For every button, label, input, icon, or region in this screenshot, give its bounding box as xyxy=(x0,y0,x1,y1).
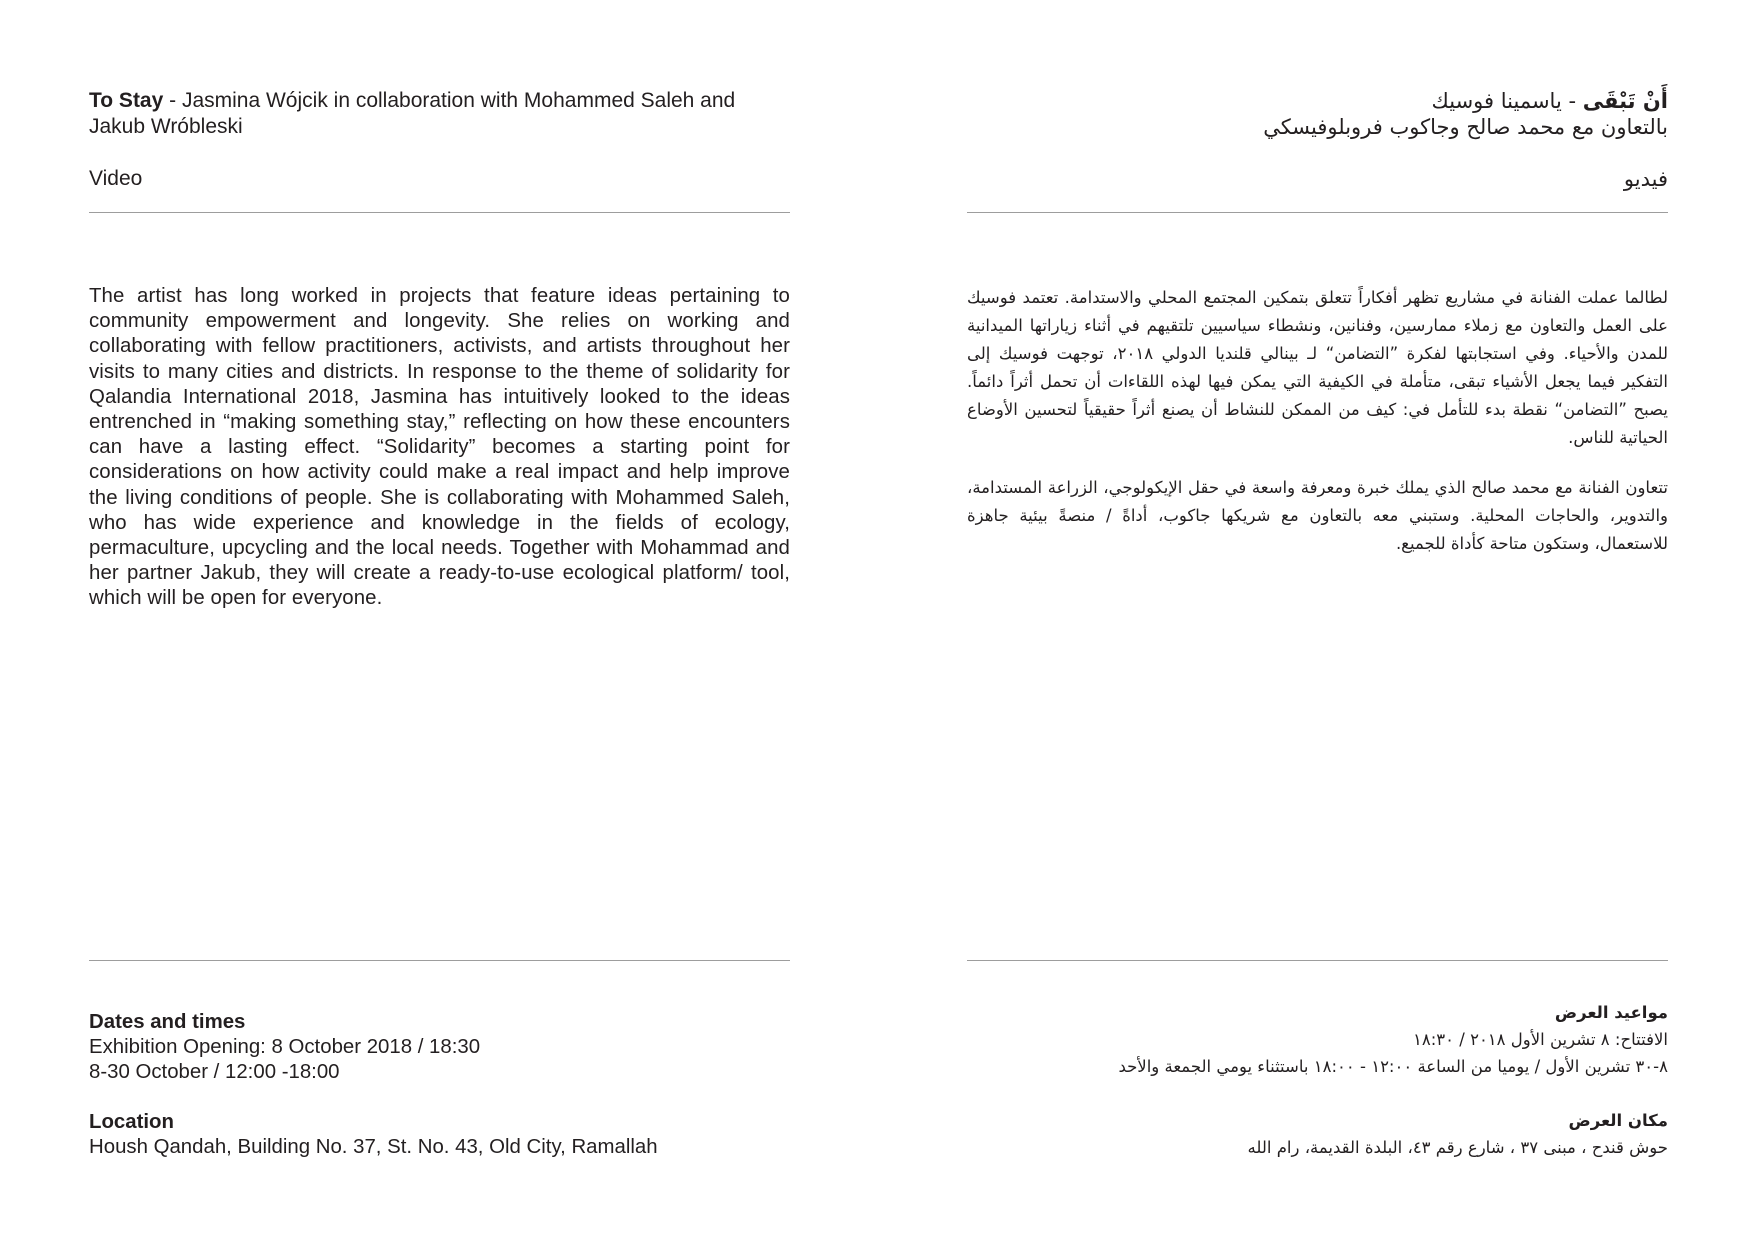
arabic-dates-heading: مواعيد العرض xyxy=(1554,1003,1668,1022)
arabic-paragraph-1: لطالما عملت الفنانة في مشاريع تظهر أفكاراً تتعلق بتمكين المجتمع المحلي والاستدامة. تعتمد فوسيك على العمل والتعاون مع زملاء ممارسين، وفنانين، ونشطاء سياسيين تلتقيهم في أثناء زياراتها الميدانية للمدن والأحياء. وفي استجابتها لفكرة ”التضامن“ لـ بينالي قلنديا الدولي ٢٠١٨، توجهت فوسيك إلى التفكير فيما يجعل الأشياء تبقى، متأملة في الكيفية التي يمكن فيها لهذه اللقاءات أن تحمل أثراً دائماً. يصبح ”التضامن“ نقطة بدء للتأمل في: كيف من الممكن للنشاط أن يصنع أثراً حقيقياً لتحسين الأوضاع الحياتية للناس. xyxy=(967,288,1668,447)
location-text: Housh Qandah, Building No. 37, St. No. 43, Old City, Ramallah xyxy=(89,1136,658,1158)
english-title xyxy=(89,88,790,140)
arabic-top-divider xyxy=(967,212,1668,213)
arabic-bottom-divider xyxy=(967,960,1668,961)
english-bottom-divider xyxy=(89,960,790,961)
arabic-title-rest: - ياسمينا فوسيك xyxy=(1431,89,1583,113)
arabic-dates-block xyxy=(967,1000,1668,1080)
dates-heading: Dates and times xyxy=(89,1011,246,1033)
english-description: The artist has long worked in projects that feature ideas pertaining to community empowerment and longevity. She relies on working and collaborating with fellow practitioners, activists, and artists throughout her visits to many cities and districts. In response to the theme of solidarity for Qalandia International 2018, Jasmina has intuitively looked to the ideas entrenched in “making something stay,” reflecting on how these encounters can have a lasting effect. “Solidarity” becomes a starting point for considerations on how activity could make a real impact and help improve the living conditions of people. She is collaborating with Mohammed Saleh, who has wide experience and knowledge in the fields of ecology, permaculture, upcycling and the local needs. Together with Mohammad and her partner Jakub, they will create a ready-to-use ecological platform/ tool, which will be open for everyone. xyxy=(89,285,790,610)
arabic-medium: فيديو xyxy=(1623,167,1668,191)
arabic-location-heading: مكان العرض xyxy=(1568,1111,1668,1130)
arabic-title-bold: أَنْ تَبْقَى xyxy=(1582,89,1668,113)
location-heading: Location xyxy=(89,1111,174,1133)
arabic-paragraph-2: تتعاون الفنانة مع محمد صالح الذي يملك خبرة ومعرفة واسعة في حقل الإيكولوجي، الزراعة المستدامة، والتدوير، والحاجات المحلية. وستبني معه بالتعاون مع شريكها جاكوب، أداةً / منصةً بيئية جاهزة للاستعمال، وستكون متاحة كأداة للجميع. xyxy=(967,478,1668,553)
arabic-title xyxy=(967,88,1668,140)
title-bold: To Stay xyxy=(89,89,164,112)
arabic-location-text: حوش قندح ، مبنى ٣٧ ، شارع رقم ٤٣، البلدة القديمة، رام الله xyxy=(1247,1138,1668,1157)
arabic-dates-line-1: الافتتاح: ٨ تشرين الأول ٢٠١٨ / ١٨:٣٠ xyxy=(1413,1030,1668,1049)
dates-line-1: Exhibition Opening: 8 October 2018 / 18:30 xyxy=(89,1036,481,1058)
arabic-title-line-2: بالتعاون مع محمد صالح وجاكوب فروبلوفيسكي xyxy=(1263,115,1668,139)
english-location-block xyxy=(89,1110,790,1160)
arabic-dates-line-2: ٨-٣٠ تشرين الأول / يوميا من الساعة ١٢:٠٠ - ١٨:٠٠ باستثناء يومي الجمعة والأحد xyxy=(1118,1057,1668,1076)
title-rest: - Jasmina Wójcik in collaboration with Mohammed Saleh and Jakub Wróbleski xyxy=(89,89,736,138)
english-top-divider xyxy=(89,212,790,213)
english-medium: Video xyxy=(89,167,143,190)
arabic-location-block xyxy=(967,1108,1668,1161)
english-dates-block xyxy=(89,1010,790,1085)
dates-line-2: 8-30 October / 12:00 -18:00 xyxy=(89,1061,340,1083)
